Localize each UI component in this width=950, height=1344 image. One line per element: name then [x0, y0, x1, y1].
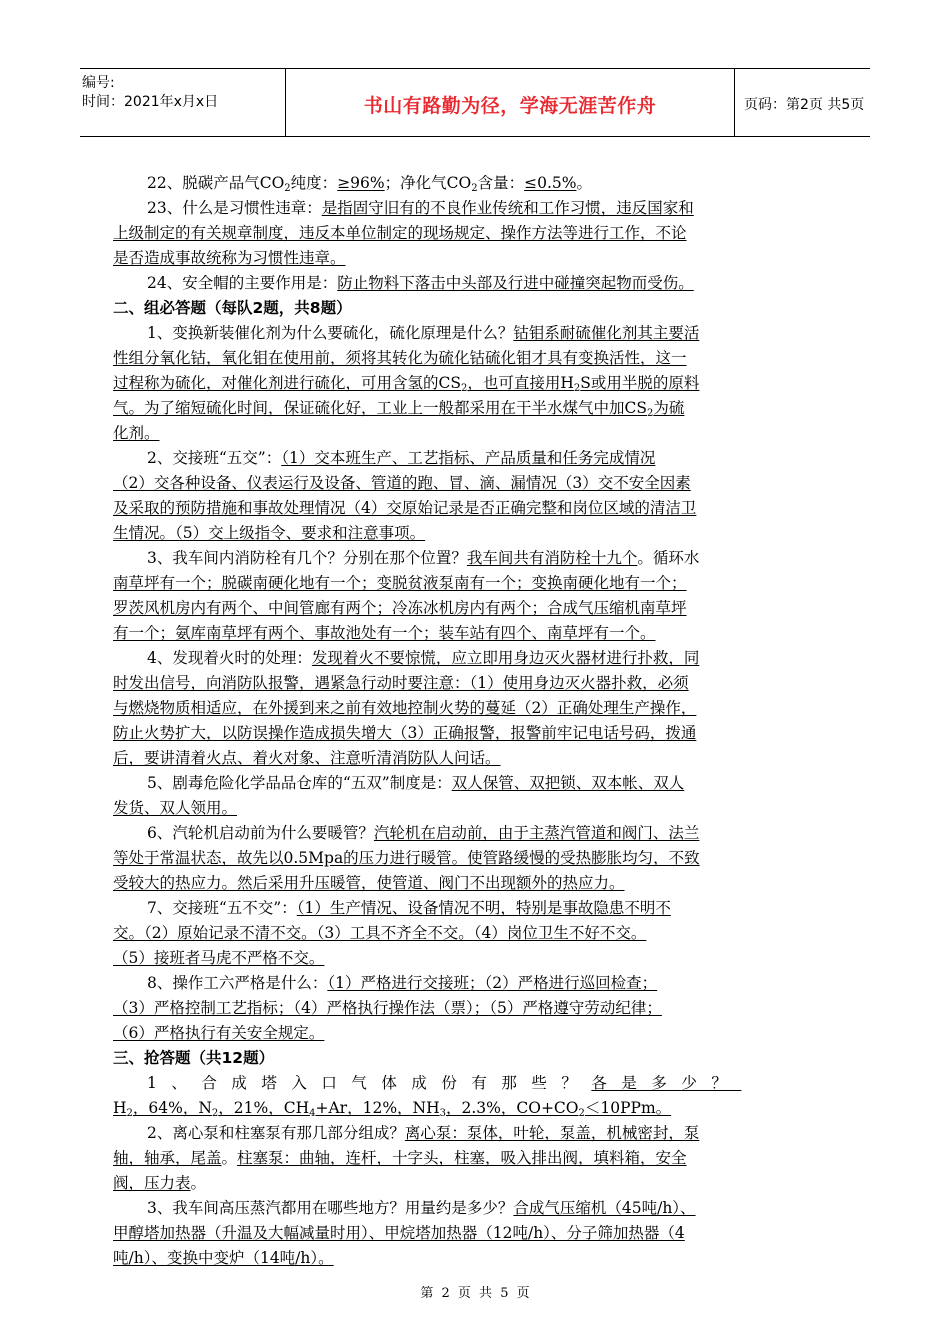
page-info: 页码：第2页 共5页: [744, 97, 865, 113]
header-motto-cell: [285, 69, 735, 136]
question-s2-4: 4、发现着火时的处理：发现着火不要惊慌，应立即用身边灭火器材进行扑救，同: [147, 649, 700, 667]
question-s2-6: 6、汽轮机启动前为什么要暖管？汽轮机在启动前，由于主蒸汽管道和阀门、法兰: [147, 824, 700, 842]
page-footer: 第 2 页 共 5 页: [420, 1286, 530, 1301]
answer-line: 过程称为硫化，对催化剂进行硫化，可用含氢的$CS_2$，也可直接用$H_2S$或用半脱的原料: [113, 374, 700, 394]
answer-line: 发货、双人领用。: [113, 799, 238, 817]
answer-line: 受较大的热应力。然后采用升压暖管，使管道、阀门不出现额外的热应力。: [113, 874, 625, 892]
question-s3-2: 2、离心泵和柱塞泵有那几部分组成？离心泵：泵体，叶轮，泵盖，机械密封，泵: [147, 1124, 700, 1142]
answer-23: 是指固守旧有的不良作业传统和工作习惯，违反国家和: [321, 199, 694, 217]
question-22: 22、脱碳产品气$CO_2$纯度：≥96%；净化气$CO_2$含量：≤0.5%。: [147, 174, 592, 194]
answer-line: 阀，压力表。: [113, 1174, 207, 1192]
answer-line: 等处于常温状态，故先以0.5Mpa的压力进行暖管。使管路缓慢的受热膨胀均匀，不致: [113, 849, 700, 867]
serial-label: 编号:: [82, 75, 115, 91]
answer-line: 有一个；氨库南草坪有两个、事故池处有一个；装车站有四个、南草坪有一个。: [113, 624, 656, 642]
question-s2-1: 1、变换新装催化剂为什么要硫化，硫化原理是什么？钴钼系耐硫催化剂其主要活: [147, 324, 700, 342]
answer-line: 化剂。: [113, 424, 160, 442]
answer-24: 防止物料下落击中头部及行进中碰撞突起物而受伤。: [337, 274, 694, 292]
question-s2-3: 3、我车间内消防栓有几个？分别在那个位置？我车间共有消防栓十九个。循环水: [147, 549, 700, 567]
question-s2-8: 8、操作工六严格是什么：（1）严格进行交接班；（2）严格进行巡回检查；: [147, 974, 658, 992]
answer-line: 时发出信号，向消防队报警，遇紧急行动时要注意：（1）使用身边灭火器扑救，必须: [113, 674, 689, 692]
answer-line: 与燃烧物质相适应，在外援到来之前有效地控制火势的蔓延（2）正确处理生产操作，: [113, 699, 697, 717]
answer-line: （5）接班者马虎不严格不交。: [113, 949, 325, 967]
answer-line: $H_2$，64%，$N_2$，21%，$CH_4+Ar$，12%，$NH_3$，2.3%，$CO+CO_2<10PPm$。: [113, 1099, 672, 1119]
motto-text: 书山有路勤为径，学海无涯苦作舟: [363, 95, 657, 117]
question-s3-1: 1、合成塔入口气体成份有那些？各是多少？: [147, 1074, 742, 1092]
answer-line: 吨/h）、变换中变炉（14吨/h）。: [113, 1249, 334, 1267]
answer-line: （6）严格执行有关安全规定。: [113, 1024, 325, 1042]
page-header: [80, 68, 870, 137]
answer-line: 气。为了缩短硫化时间，保证硫化好，工业上一般都采用在干半水煤气中加$CS_2$为硫: [113, 399, 685, 419]
answer-line: 及采取的预防措施和事故处理情况（4）交原始记录是否正确完整和岗位区域的清洁卫: [113, 499, 697, 517]
question-s2-7: 7、交接班“五不交”：（1）生产情况、设备情况不明，特别是事故隐患不明不: [147, 899, 671, 917]
question-s2-2: 2、交接班“五交”：（1）交本班生产、工艺指标、产品质量和任务完成情况: [147, 449, 656, 467]
question-24: 24、安全帽的主要作用是：防止物料下落击中头部及行进中碰撞突起物而受伤。: [147, 274, 694, 292]
answer-line: 防止火势扩大，以防误操作造成损失增大（3）正确报警，报警前牢记电话号码，拨通: [113, 724, 697, 742]
answer-line: （3）严格控制工艺指标；（4）严格执行操作法（票）；（5）严格遵守劳动纪律；: [113, 999, 662, 1017]
answer-line: 后，要讲清着火点、着火对象、注意听清消防队人问话。: [113, 749, 501, 767]
question-s3-3: 3、我车间高压蒸汽都用在哪些地方？用量约是多少？合成气压缩机（45吨/h）、: [147, 1199, 696, 1217]
answer-line: 南草坪有一个；脱碳南硬化地有一个；变脱贫液泵南有一个；变换南硬化地有一个；: [113, 574, 687, 592]
answer-23-line: 上级制定的有关规章制度，违反本单位制定的现场规定、操作方法等进行工作，不论: [113, 224, 687, 242]
answer-line: 性组分氧化钴，氧化钼在使用前，须将其转化为硫化钴硫化钼才具有变换活性，这一: [113, 349, 687, 367]
answer-line: 罗茨风机房内有两个、中间管廊有两个；冷冻冰机房内有两个；合成气压缩机南草坪: [113, 599, 687, 617]
answer-22-content: ≤0.5%: [524, 174, 577, 192]
header-meta-cell: [80, 69, 284, 136]
date-label: 时间：2021年x月x日: [82, 94, 219, 110]
answer-line: （2）交各种设备、仪表运行及设备、管道的跑、冒、滴、漏情况（3）交不安全因素: [113, 474, 691, 492]
section-heading: 三、抢答题（共12题）: [113, 1049, 275, 1067]
answer-22-purity: ≥96%: [337, 174, 385, 192]
answer-line: 甲醇塔加热器（升温及大幅减量时用）、甲烷塔加热器（12吨/h）、分子筛加热器（4: [113, 1224, 685, 1242]
question-23: 23、什么是习惯性违章：是指固守旧有的不良作业传统和工作习惯，违反国家和: [147, 199, 694, 217]
answer-line: 生情况。（5）交上级指令、要求和注意事项。: [113, 524, 426, 542]
answer-line: 交。（2）原始记录不清不交。（3）工具不齐全不交。（4）岗位卫生不好不交。: [113, 924, 647, 942]
answer-23-line: 是否造成事故统称为习惯性违章。: [113, 249, 346, 267]
header-page-cell: [734, 69, 870, 136]
answer-line: 轴，轴承，尾盖。柱塞泵：曲轴，连杆，十字头，柱塞，吸入排出阀，填料箱，安全: [113, 1149, 687, 1167]
question-s2-5: 5、剧毒危险化学品品仓库的“五双”制度是：双人保管、双把锁、双本帐、双人: [147, 774, 685, 792]
section-heading: 二、组必答题（每队2题，共8题）: [113, 299, 352, 317]
